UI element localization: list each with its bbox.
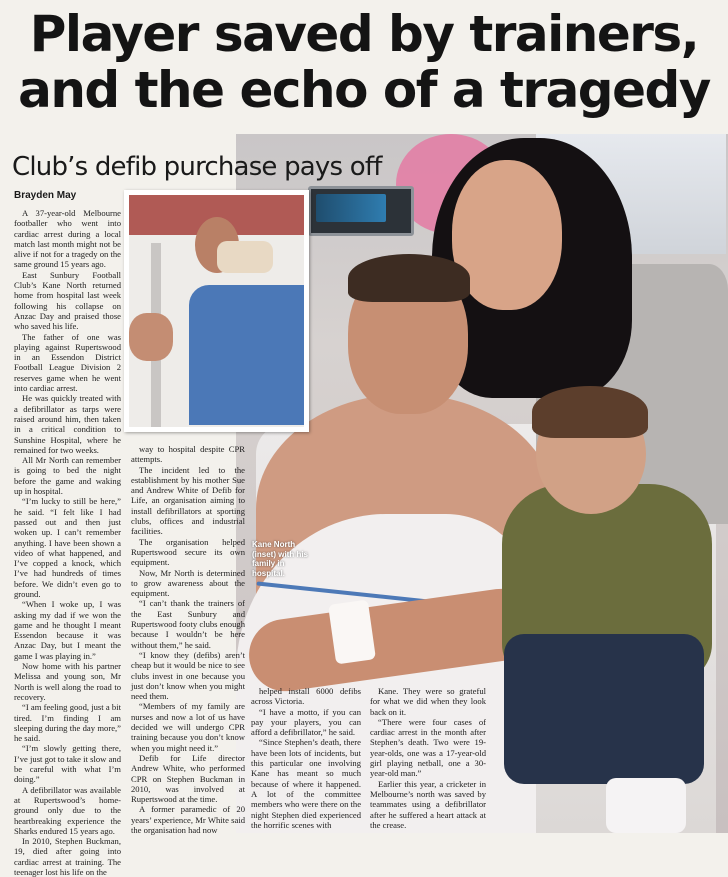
article-paragraph: Now, Mr North is determined to grow awareness about the equipment. [131,567,245,599]
article-paragraph: “When I woke up, I was asking my dad if we won the game and he thought I meant Essendon because it was Anzac Day, but I meant the game I was playing in.” [14,599,121,661]
article-paragraph: “I have a motto, if you can pay your players, you can afford a defibrillator,” he said. [251,706,361,738]
article-paragraph: A 37-year-old Melbourne footballer who went into cardiac arrest during a local match last month might not be alive if not for a tragedy on the same ground 15 years ago. [14,208,121,270]
article-column-2 [131,444,245,835]
article-paragraph: “I’m slowly getting there, I’ve just got to take it slow and be careful with what I’m doing.” [14,743,121,785]
article-paragraph: East Sunbury Football Club’s Kane North returned home from hospital last week following his collapse on Anzac Day and praised those who saved his life. [14,269,121,332]
article-paragraph: “I know they (defibs) aren’t cheap but it would be nice to see clubs invest in one because you just don’t know when you might need them. [131,649,245,702]
headline: Player saved by trainers, and the echo of a tragedy [18,5,710,119]
article-column-4 [370,686,486,830]
article-column-1 [14,208,121,877]
article-paragraph: The organisation helped Rupertswood secure its own equipment. [131,536,245,568]
article-paragraph: Now home with his partner Melissa and young son, Mr North is well along the road to recovery. [14,661,121,702]
inset-neck-brace [217,241,273,273]
baby-hair [532,386,648,438]
article-paragraph: The father of one was playing against Rupertswood in an Essendon District Football League Division 2 reserves game when he went into cardiac arrest. [14,331,121,394]
article-paragraph: All Mr North can remember is going to bed the night before the game and waking up in hospital. [14,455,121,497]
article-paragraph: “Members of my family are nurses and now a lot of us have decided we will undergo CPR training because you don’t know when you might need it.” [131,701,245,753]
man-hair [348,254,470,302]
photo-caption: Kane North (inset) with his family in hospital. [252,540,308,578]
monitor-screen [316,194,386,222]
baby-pants [504,634,704,784]
article-paragraph: Kane. They were so grateful for what we did when they look back on it. [370,686,486,717]
article-paragraph: “Since Stephen’s death, there have been lots of incidents, but this particular one involving Kane has meant so much because of where it happened. A lot of the committee members who were there on the night Stephen died experienced the horrific scenes with [251,737,362,830]
article-paragraph: A former paramedic of 20 years’ experience, Mr White said the organisation had now [131,804,245,835]
article-paragraph: “There were four cases of cardiac arrest in the month after Stephen’s death. Two were 19-year-olds, one was a 17-year-old girl playing netball, one a 30-year-old man.” [370,716,486,779]
byline: Brayden May [14,190,77,201]
article-paragraph: Defib for Life director Andrew White, who performed CPR on Stephen Buckman in 2010, was involved at Rupertswood at the time. [131,752,245,805]
article-paragraph: Earlier this year, a cricketer in Melbourne’s north was saved by teammates using a defibrillator after he suffered a heart attack at the crease. [370,778,486,830]
article-paragraph: way to hospital despite CPR attempts. [131,444,245,465]
article-paragraph: In 2010, Stephen Buckman, 19, died after going into cardiac arrest at training. The teenager lost his life on the [14,836,121,877]
inset-photo-icu [124,190,309,432]
iv-bandage [328,600,376,665]
article-paragraph: The incident led to the establishment by his mother Sue and Andrew White of Defib for Life, an organisation aiming to install defibrillators at sporting clubs, offices and industrial facilities. [131,464,245,537]
article-paragraph: He was quickly treated with a defibrillator as tarps were raised around him, then taken in a critical condition to Sunshine Hospital, where he remained for two weeks. [14,393,121,455]
article-paragraph: A defibrillator was available at Rupertswood’s home-ground only due to the heartbreaking experience the Sharks endured 15 years ago. [14,784,121,836]
inset-hospital-gown [189,285,304,425]
article-paragraph: “I am feeling good, just a bit tired. I’m finding I am sleeping during the day more,” he said. [14,702,121,744]
inset-hand [129,313,173,361]
article-paragraph: helped install 6000 defibs across Victoria. [251,686,361,707]
baby-shoe [606,778,686,833]
article-paragraph: “I’m lucky to still be here,” he said. “I felt like I had passed out and then just woken up. I can’t remember anything. I have been shown a video of what happened, and I’ve copped a knock, which I’ve had hundreds of times before. We didn’t even go to ground. [14,496,121,599]
article-column-3 [251,686,361,830]
subheadline: Club’s defib purchase pays off [12,152,382,182]
article-paragraph: “I can’t thank the trainers of the East Sunbury and Rupertswood footy clubs enough because I wouldn’t be here without them,” he said. [131,598,245,650]
